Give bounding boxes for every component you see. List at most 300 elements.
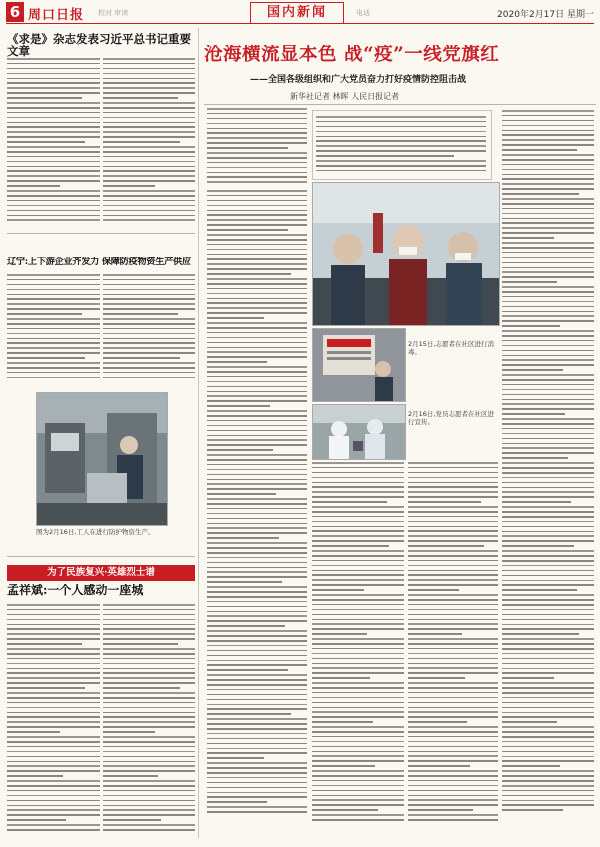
text-line <box>312 765 375 767</box>
text-line <box>502 751 594 753</box>
section-rule <box>7 233 195 234</box>
text-line <box>103 146 195 148</box>
text-line <box>7 328 100 330</box>
text-line <box>502 433 594 435</box>
text-line <box>502 438 594 440</box>
text-line <box>7 658 100 660</box>
text-line <box>103 328 195 330</box>
text-line <box>7 333 100 335</box>
text-line <box>103 274 195 276</box>
text-line <box>502 174 594 176</box>
text-line <box>408 482 498 484</box>
text-line <box>7 97 82 99</box>
text-line <box>408 697 498 699</box>
text-line <box>103 82 195 84</box>
text-line <box>312 638 404 640</box>
text-line <box>408 521 498 523</box>
text-line <box>207 469 307 471</box>
text-line <box>207 132 307 134</box>
text-line <box>103 790 195 792</box>
text-line <box>502 218 594 220</box>
text-line <box>207 459 307 461</box>
text-line <box>207 508 307 510</box>
text-line <box>207 371 307 373</box>
text-line <box>207 356 307 358</box>
text-line <box>312 491 404 493</box>
text-line <box>502 149 577 151</box>
text-line <box>312 599 404 601</box>
text-line <box>312 658 404 660</box>
text-line <box>207 420 307 422</box>
text-line <box>207 606 307 608</box>
text-line <box>7 736 100 738</box>
text-line <box>312 682 404 684</box>
text-line <box>7 614 100 616</box>
text-line <box>502 609 594 611</box>
text-line <box>312 579 404 581</box>
text-line <box>103 677 195 679</box>
text-line <box>207 557 307 559</box>
text-line <box>316 160 486 162</box>
text-line <box>502 604 594 606</box>
text-line <box>312 496 404 498</box>
text-line <box>502 159 594 161</box>
text-line <box>207 483 307 485</box>
text-line <box>408 687 498 689</box>
text-line <box>312 707 404 709</box>
text-line <box>502 443 594 445</box>
text-line <box>502 575 594 577</box>
text-line <box>408 677 465 679</box>
text-line <box>408 555 498 557</box>
text-line <box>207 762 307 764</box>
text-line <box>103 122 195 124</box>
text-line <box>103 210 195 212</box>
masthead-logo: 周口日报 <box>28 8 85 23</box>
text-line <box>207 464 307 466</box>
text-line <box>103 342 195 344</box>
text-line <box>207 142 307 144</box>
text-line <box>502 790 594 792</box>
text-line <box>7 795 100 797</box>
text-line <box>408 584 498 586</box>
text-line <box>103 58 195 60</box>
text-line <box>408 770 498 772</box>
text-line <box>502 692 594 694</box>
text-line <box>502 394 594 396</box>
text-line <box>207 454 307 456</box>
text-line <box>408 663 498 665</box>
text-line <box>103 756 195 758</box>
text-line <box>502 359 594 361</box>
text-line <box>207 611 307 613</box>
text-line <box>207 620 307 622</box>
text-line <box>103 800 195 802</box>
text-line <box>502 222 594 224</box>
text-line <box>207 547 307 549</box>
text-line <box>207 376 307 378</box>
text-line <box>207 596 307 598</box>
text-line <box>207 195 307 197</box>
text-line <box>7 638 100 640</box>
text-line <box>502 399 594 401</box>
text-line <box>312 570 404 572</box>
text-line <box>502 267 594 269</box>
text-line <box>312 560 404 562</box>
text-line <box>502 599 594 601</box>
text-line <box>312 809 378 811</box>
text-line <box>312 770 404 772</box>
text-line <box>502 237 554 239</box>
text-line <box>103 780 195 782</box>
text-line <box>207 118 307 120</box>
text-line <box>502 413 565 415</box>
text-line <box>502 540 594 542</box>
text-line <box>207 655 307 657</box>
text-line <box>7 347 100 349</box>
text-line <box>207 449 273 451</box>
text-line <box>502 423 594 425</box>
text-line <box>103 687 180 689</box>
text-line <box>207 581 282 583</box>
text-line <box>312 677 370 679</box>
text-line <box>207 493 276 495</box>
text-line <box>408 658 498 660</box>
text-line <box>7 731 60 733</box>
text-line <box>502 242 594 244</box>
text-line <box>502 565 594 567</box>
text-line <box>408 653 498 655</box>
text-line <box>408 599 498 601</box>
text-line <box>312 716 404 718</box>
text-line <box>408 804 498 806</box>
text-line <box>7 609 100 611</box>
text-line <box>207 704 307 706</box>
text-line <box>7 633 100 635</box>
article3-body-col2 <box>103 604 195 839</box>
text-line <box>207 518 307 520</box>
text-line <box>207 488 307 490</box>
community-photo <box>312 182 500 326</box>
text-line <box>312 741 404 743</box>
text-line <box>408 560 498 562</box>
text-line <box>7 785 100 787</box>
text-line <box>7 362 100 364</box>
text-line <box>7 308 100 310</box>
text-line <box>207 772 307 774</box>
text-line <box>502 482 594 484</box>
text-line <box>312 619 404 621</box>
text-line <box>207 268 307 270</box>
text-line <box>207 738 307 740</box>
text-line <box>408 711 498 713</box>
text-line <box>312 516 404 518</box>
text-line <box>408 486 498 488</box>
text-line <box>408 790 498 792</box>
text-line <box>316 145 486 147</box>
text-line <box>207 229 288 231</box>
text-line <box>312 609 404 611</box>
text-line <box>502 232 594 234</box>
text-line <box>502 702 594 704</box>
text-line <box>207 190 307 192</box>
text-line <box>103 185 155 187</box>
text-line <box>312 746 404 748</box>
text-line <box>312 692 404 694</box>
text-line <box>103 604 195 606</box>
factory-photo-caption: 图为2月16日,工人在进行防护物资生产。 <box>36 528 155 536</box>
text-line <box>408 721 467 723</box>
text-line <box>103 775 158 777</box>
text-line <box>7 195 100 197</box>
text-line <box>502 521 594 523</box>
main-headline: 沧海横流显本色 战“疫”一线党旗红 <box>204 45 500 65</box>
text-line <box>207 162 307 164</box>
text-line <box>312 697 404 699</box>
main-subheadline: ——全国各级组织和广大党员奋力打好疫情防控阻击战 <box>250 75 467 85</box>
text-line <box>103 672 195 674</box>
text-line <box>7 126 100 128</box>
text-line <box>207 576 307 578</box>
text-line <box>408 570 498 572</box>
text-line <box>207 767 307 769</box>
text-line <box>408 643 498 645</box>
text-line <box>502 115 594 117</box>
text-line <box>502 355 594 357</box>
text-line <box>7 707 100 709</box>
text-line <box>207 113 307 115</box>
text-line <box>408 594 498 596</box>
text-line <box>502 560 594 562</box>
text-line <box>207 571 307 573</box>
text-line <box>408 746 498 748</box>
text-line <box>7 770 100 772</box>
text-line <box>408 506 498 508</box>
text-line <box>7 352 100 354</box>
text-line <box>207 806 307 808</box>
text-line <box>502 589 577 591</box>
text-line <box>312 482 404 484</box>
text-line <box>103 663 195 665</box>
text-line <box>502 203 594 205</box>
text-line <box>7 141 85 143</box>
text-line <box>207 787 307 789</box>
text-line <box>7 668 100 670</box>
text-line <box>207 713 291 715</box>
text-line <box>103 372 195 374</box>
text-line <box>7 175 100 177</box>
text-line <box>7 180 100 182</box>
text-line <box>207 748 307 750</box>
text-line <box>408 785 498 787</box>
text-line <box>207 542 307 544</box>
text-line <box>408 633 462 635</box>
text-line <box>103 682 195 684</box>
text-line <box>103 97 178 99</box>
text-line <box>312 623 404 625</box>
article2-body-col2 <box>103 274 195 384</box>
section-title: 国内新闻 <box>250 2 344 24</box>
text-line <box>502 677 554 679</box>
text-line <box>408 565 498 567</box>
text-line <box>207 415 307 417</box>
text-line <box>312 667 404 669</box>
main-body-col3 <box>408 462 498 832</box>
text-line <box>103 809 195 811</box>
text-line <box>502 364 594 366</box>
text-line <box>502 130 594 132</box>
text-line <box>312 574 404 576</box>
text-line <box>207 283 307 285</box>
text-line <box>502 707 594 709</box>
text-line <box>502 462 594 464</box>
text-line <box>7 107 100 109</box>
text-line <box>408 682 498 684</box>
text-line <box>7 367 100 369</box>
text-line <box>7 166 100 168</box>
text-line <box>7 151 100 153</box>
text-line <box>312 604 404 606</box>
text-line <box>7 619 100 621</box>
text-line <box>502 154 594 156</box>
text-line <box>312 780 404 782</box>
text-line <box>207 640 307 642</box>
text-line <box>207 176 307 178</box>
text-line <box>207 650 307 652</box>
issue-date: 2020年2月17日 星期一 <box>497 10 594 20</box>
text-line <box>502 643 594 645</box>
text-line <box>312 795 404 797</box>
text-line <box>312 814 404 816</box>
text-line <box>7 131 100 133</box>
text-line <box>312 506 404 508</box>
text-line <box>207 757 264 759</box>
text-line <box>103 624 195 626</box>
text-line <box>408 550 498 552</box>
text-line <box>207 347 307 349</box>
text-line <box>312 550 404 552</box>
text-line <box>207 214 307 216</box>
text-line <box>502 555 594 557</box>
text-line <box>7 323 100 325</box>
main-byline: 新华社记者 林晖 人民日报记者 <box>290 92 400 101</box>
text-line <box>207 498 307 500</box>
text-line <box>103 126 195 128</box>
main-body-col4 <box>502 110 594 832</box>
text-line <box>502 653 594 655</box>
text-line <box>312 614 404 616</box>
text-line <box>103 741 195 743</box>
text-line <box>502 531 594 533</box>
text-line <box>103 736 195 738</box>
text-line <box>312 751 404 753</box>
text-line <box>7 809 100 811</box>
text-line <box>316 116 486 118</box>
text-line <box>207 586 307 588</box>
text-line <box>7 756 100 758</box>
text-line <box>502 335 594 337</box>
text-line <box>103 638 195 640</box>
text-line <box>103 721 195 723</box>
text-line <box>103 805 195 807</box>
text-line <box>312 545 389 547</box>
text-line <box>7 829 100 831</box>
text-line <box>502 668 594 670</box>
text-line <box>408 702 498 704</box>
text-line <box>7 313 82 315</box>
text-line <box>7 372 100 374</box>
main-body-col2 <box>312 462 404 832</box>
text-line <box>312 702 404 704</box>
text-line <box>502 408 594 410</box>
text-line <box>408 799 498 801</box>
text-line <box>7 682 100 684</box>
text-line <box>7 790 100 792</box>
text-line <box>103 712 195 714</box>
text-line <box>7 82 100 84</box>
text-line <box>408 775 498 777</box>
text-line <box>502 712 594 714</box>
text-line <box>502 535 594 537</box>
article3-body-col1 <box>7 604 100 839</box>
text-line <box>103 814 195 816</box>
text-line <box>312 721 373 723</box>
text-line <box>103 819 161 821</box>
section-rule-2 <box>7 556 195 557</box>
text-line <box>408 604 498 606</box>
text-line <box>103 68 195 70</box>
text-line <box>207 351 307 353</box>
text-line <box>502 134 594 136</box>
text-line <box>103 289 195 291</box>
text-line <box>502 384 594 386</box>
text-line <box>408 751 498 753</box>
text-line <box>207 395 307 397</box>
text-line <box>7 215 100 217</box>
text-line <box>7 761 100 763</box>
text-line <box>7 677 100 679</box>
text-line <box>7 746 100 748</box>
text-line <box>207 258 307 260</box>
text-line <box>207 386 307 388</box>
text-line <box>316 126 486 128</box>
text-line <box>502 663 594 665</box>
text-line <box>103 131 195 133</box>
text-line <box>103 765 195 767</box>
text-line <box>207 278 307 280</box>
text-line <box>312 711 404 713</box>
text-line <box>502 447 594 449</box>
text-line <box>103 190 195 192</box>
text-line <box>502 800 594 802</box>
text-line <box>207 625 285 627</box>
text-line <box>502 457 568 459</box>
text-line <box>103 92 195 94</box>
text-line <box>207 137 307 139</box>
text-line <box>316 136 486 138</box>
text-line <box>502 682 594 684</box>
text-line <box>103 333 195 335</box>
text-line <box>502 403 594 405</box>
text-line <box>312 633 367 635</box>
text-line <box>103 697 195 699</box>
article1-headline: 《求是》杂志发表习近平总书记重要文章 <box>7 33 191 58</box>
text-line <box>408 540 498 542</box>
main-body-col1 <box>207 190 307 830</box>
text-line <box>207 366 307 368</box>
text-line <box>312 555 404 557</box>
text-line <box>7 87 100 89</box>
